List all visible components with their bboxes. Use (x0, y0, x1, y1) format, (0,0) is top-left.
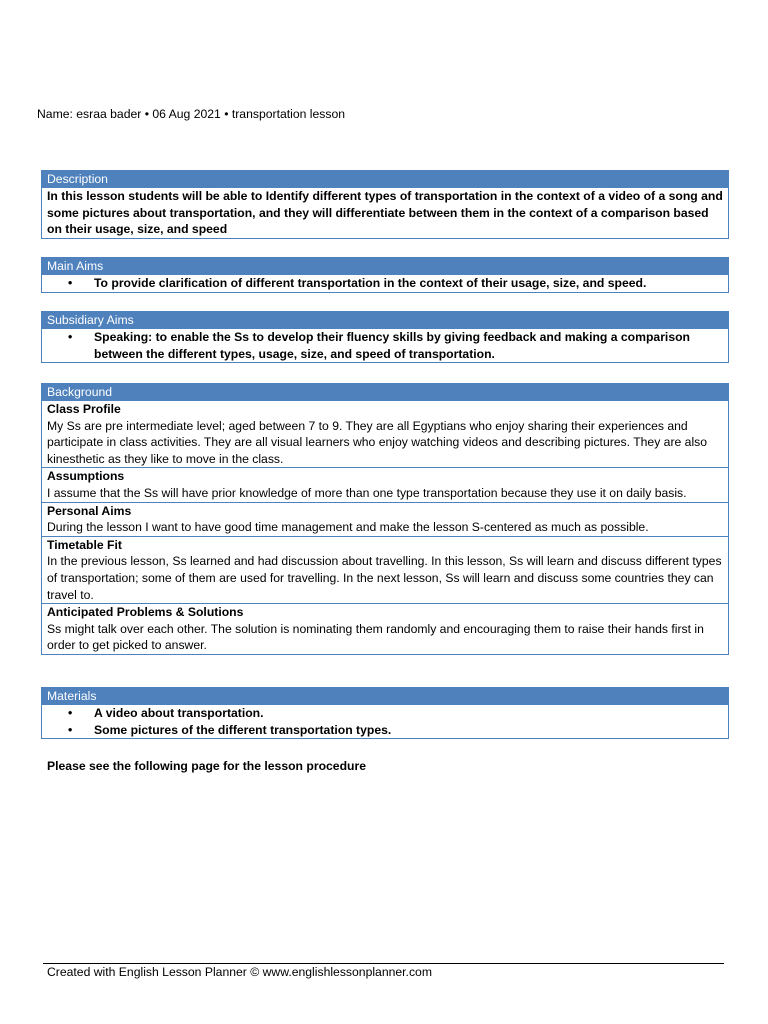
footer-credit: Created with English Lesson Planner © www.englishlessonplanner.com (47, 965, 432, 979)
materials-item-text: A video about transportation. (94, 706, 264, 720)
assumptions-title: Assumptions (47, 469, 125, 484)
class-profile-title: Class Profile (47, 402, 121, 416)
main-aims-item (42, 275, 728, 292)
class-profile-text: My Ss are pre intermediate level; aged between 7 to 9. They are all Egyptians who enjoy sharing their experiences and participate in class activities. They are all visual learners who enjoy watching videos and describing pictures. They are also kinesthetic as they like to move in the class. (47, 418, 708, 466)
main-aims-section (41, 257, 729, 293)
timetable-fit-block (42, 536, 728, 603)
bullet-icon: • (68, 722, 73, 737)
personal-aims-block (42, 502, 728, 536)
timetable-fit-title: Timetable Fit (47, 537, 122, 552)
description-title: Description (42, 171, 728, 188)
materials-item (42, 722, 728, 739)
lesson-header: Name: esraa bader • 06 Aug 2021 • transportation lesson (37, 107, 345, 121)
background-section (41, 383, 729, 655)
description-text: In this lesson students will be able to Identify different types of transportation in the context of a video of a song and some pictures about transportation, and they will differentiate between them in the context of a comparison based on their usage, size, and speed (47, 189, 723, 237)
description-section (41, 170, 729, 239)
anticipated-problems-title: Anticipated Problems & Solutions (47, 605, 244, 620)
main-aims-item-text: To provide clarification of different transportation in the context of their usage, size, and speed. (94, 276, 647, 290)
subsidiary-aims-title: Subsidiary Aims (42, 312, 728, 329)
personal-aims-title: Personal Aims (47, 503, 132, 518)
background-title: Background (42, 384, 728, 401)
assumptions-block (42, 467, 728, 501)
subsidiary-aims-section (41, 311, 729, 363)
subsidiary-aims-item (42, 329, 728, 362)
materials-section (41, 687, 729, 739)
anticipated-problems-text: Ss might talk over each other. The solution is nominating them randomly and encouraging them to raise their hands first in order to get picked to answer. (47, 621, 704, 653)
bullet-icon: • (68, 706, 73, 720)
assumptions-text: I assume that the Ss will have prior knowledge of more than one type transportation because they use it on daily basis. (47, 485, 687, 500)
background-body (42, 401, 728, 654)
procedure-note: Please see the following page for the lesson procedure (47, 759, 366, 773)
class-profile-block (42, 401, 728, 467)
bullet-icon: • (68, 330, 73, 344)
materials-item (42, 705, 728, 722)
bullet-icon: • (68, 276, 73, 290)
anticipated-problems-block (42, 603, 728, 654)
materials-title: Materials (42, 688, 728, 705)
personal-aims-text: During the lesson I want to have good time management and make the lesson S-centered as much as possible. (47, 520, 649, 535)
subsidiary-aims-item-text: Speaking: to enable the Ss to develop their fluency skills by giving feedback and making a comparison between the different types, usage, size, and speed of transportation. (94, 330, 690, 361)
main-aims-title: Main Aims (42, 258, 728, 275)
materials-item-text: Some pictures of the different transportation types. (94, 722, 392, 737)
timetable-fit-text: In the previous lesson, Ss learned and had discussion about travelling. In this lesson, Ss will learn and discuss different types of transportation; some of them are used for travelling. In the next lesson, Ss will learn and discuss some countries they can travel to. (47, 554, 722, 602)
